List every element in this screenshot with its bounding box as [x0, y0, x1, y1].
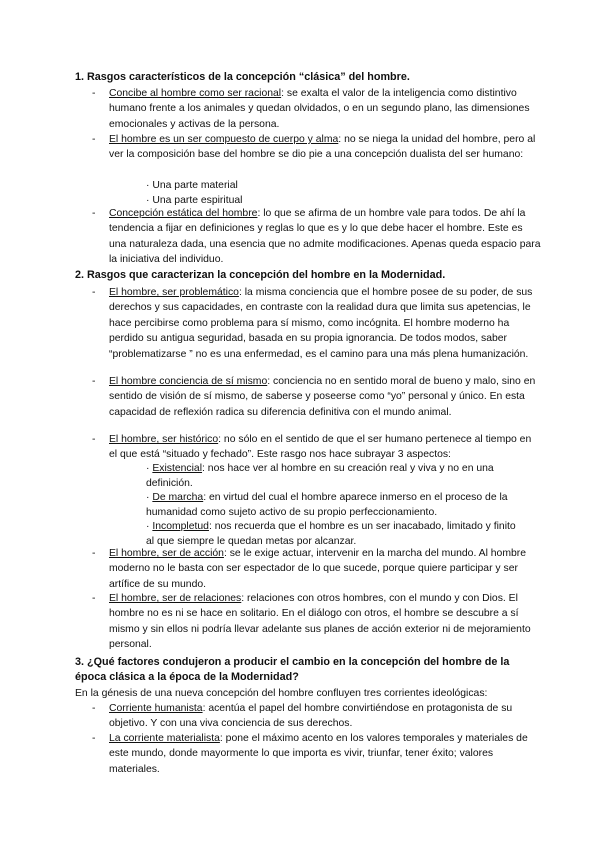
- aspect-term: Existencial: [152, 463, 203, 474]
- item-text: : se exalta el valor de la inteligencia como distintivo humano frente a los animales y quedan olvidados, o en un segundo plano, las dimensiones emocionales y activas de la persona.: [109, 88, 530, 130]
- item-term: El hombre, ser de acción: [109, 548, 224, 559]
- s3-item-humanista: [92, 701, 542, 732]
- item-term: Concibe al hombre como ser racional: [109, 88, 282, 99]
- item-text: : lo que se afirma de un hombre vale para todos. De ahí la tendencia a fijar en definiciones y reglas lo que es y lo que debe hacer el hombre. Este es una naturaleza dada, una esencia que no admite modificaciones. Apenas queda espacio para la iniciativa del individuo.: [109, 208, 541, 266]
- bullet-dash: -: [92, 376, 96, 387]
- section-3-heading: 3. ¿Qué factores condujeron a producir el cambio en la concepción del hombre de la época clásica a la época de la Modernidad?: [75, 656, 510, 684]
- item-text: : pone el máximo acento en los valores temporales y materiales de este mundo, donde mayormente lo que importa es vivir, triunfar, tener éxito; valores materiales.: [109, 733, 528, 775]
- bullet-dash: -: [92, 593, 96, 604]
- section-1-heading: 1. Rasgos característicos de la concepción “clásica” del hombre.: [75, 71, 410, 83]
- aspect-text: : nos recuerda que el hombre es un ser inacabado, limitado y finito al que siempre le quedan metas por alcanzar.: [146, 521, 516, 548]
- aspect-prefix: ·: [146, 521, 153, 532]
- section-2-heading: 2. Rasgos que caracterizan la concepción del hombre en la Modernidad.: [75, 269, 446, 281]
- item-term: Corriente humanista: [109, 703, 203, 714]
- s2-item-problematico: [92, 285, 542, 362]
- aspect-term: De marcha: [152, 492, 204, 503]
- s2-item-conciencia: [92, 374, 542, 420]
- part-material: · Una parte material: [146, 180, 238, 191]
- bullet-dash: -: [92, 88, 96, 99]
- aspect-term: Incompletud: [152, 521, 209, 532]
- s3-item-materialista: [92, 731, 542, 777]
- aspect-prefix: ·: [146, 492, 153, 503]
- item-term: El hombre, ser de relaciones: [109, 593, 242, 604]
- item-text: : no se niega la unidad del hombre, pero al ver la composición base del hombre se dio pie a una concepción dualista del ser humano:: [109, 134, 536, 161]
- item-text: : conciencia no en sentido moral de bueno y malo, sino en sentido de visión de sí mismo, de saberse y poseerse como “yo” personal y único. En esta capacidad de reflexión radica su diferencia definitiva con el mundo animal.: [109, 376, 536, 418]
- bullet-dash: -: [92, 287, 96, 298]
- item-term: Concepción estática del hombre: [109, 208, 258, 219]
- item-text: : se le exige actuar, intervenir en la marcha del mundo. Al hombre moderno no le basta con ser espectador de lo que sucede, porque quiere participar y ser artífice de su mundo.: [109, 548, 527, 590]
- section-3-intro: En la génesis de una nueva concepción del hombre confluyen tres corrientes ideológicas:: [75, 688, 488, 699]
- bullet-dash: -: [92, 548, 96, 559]
- item-text: : relaciones con otros hombres, con el mundo y con Dios. El hombre no es ni se hace en solitario. En el diálogo con otros, el hombre se descubre a sí mismo y sin ellos ni podría llevar adelante sus planes de acción exterior ni de mejoramiento personal.: [109, 593, 531, 651]
- item-term: El hombre, ser histórico: [109, 434, 219, 445]
- item-term: La corriente materialista: [109, 733, 220, 744]
- item-text: : acentúa el papel del hombre convirtiéndose en protagonista de su objetivo. Y con una viva conciencia de sus derechos.: [109, 703, 513, 730]
- s1-item-racional: [92, 86, 542, 132]
- item-term: El hombre es un ser compuesto de cuerpo y alma: [109, 134, 339, 145]
- bullet-dash: -: [92, 134, 96, 145]
- item-term: El hombre, ser problemático: [109, 287, 239, 298]
- aspect-existencial: [146, 461, 526, 492]
- bullet-dash: -: [92, 208, 96, 219]
- bullet-dash: -: [92, 434, 96, 445]
- aspect-text: : en virtud del cual el hombre aparece inmerso en el proceso de la humanidad como sujeto activo de su propio perfeccionamiento.: [146, 492, 508, 519]
- item-term: El hombre conciencia de sí mismo: [109, 376, 268, 387]
- aspect-de-marcha: [146, 490, 526, 521]
- part-espiritual: · Una parte espiritual: [146, 195, 243, 206]
- item-text: : la misma conciencia que el hombre posee de su poder, de sus derechos y sus capacidades, en contraste con la realidad dura que limita sus apetencias, le hace percibirse como problema para sí mismo, como incógnita. El hombre moderno ha perdido su antigua seguridad, basada en su propia ignorancia. De todos modos, saber “problematizarse ” no es una enfermedad, es el camino para una más plena humanización.: [109, 287, 533, 360]
- aspect-prefix: ·: [146, 463, 153, 474]
- aspect-text: : nos hace ver al hombre en su creación real y viva y no en una definición.: [146, 463, 494, 490]
- item-text: : no sólo en el sentido de que el ser humano pertenece al tiempo en el que está “situado y fechado”. Este rasgo nos hace subrayar 3 aspectos:: [109, 434, 532, 461]
- s2-item-accion: [92, 546, 542, 592]
- bullet-dash: -: [92, 703, 96, 714]
- s1-item-cuerpo-alma: [92, 132, 542, 163]
- s2-item-relaciones: [92, 591, 542, 653]
- s2-item-historico: [92, 432, 542, 463]
- bullet-dash: -: [92, 733, 96, 744]
- s1-item-estatica: [92, 206, 542, 268]
